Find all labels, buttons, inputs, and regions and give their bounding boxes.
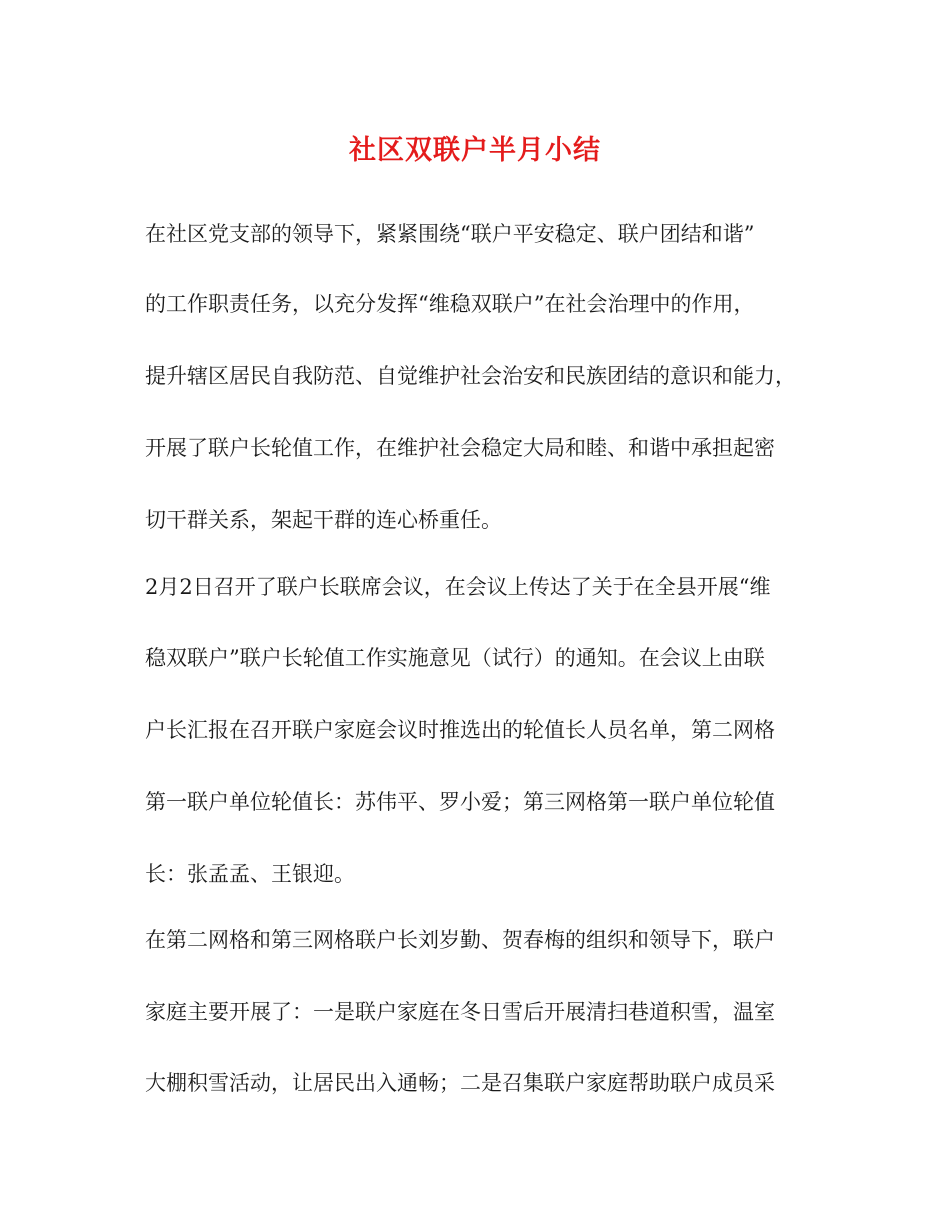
paragraph-2-line-1: 2月2日召开了联户长联席会议，在会议上传达了关于在全县开展“维: [145, 575, 771, 599]
paragraph-2-line-2: 稳双联户”联户长轮值工作实施意见（试行）的通知。在会议上由联: [145, 646, 765, 670]
paragraph-1-line-1: 在社区党支部的领导下，紧紧围绕“联户平安稳定、联户团结和谐”: [145, 222, 755, 246]
document-title: 社区双联户半月小结: [349, 135, 601, 166]
paragraph-1-line-3: 提升辖区居民自我防范、自觉维护社会治安和民族团结的意识和能力，: [145, 364, 796, 388]
paragraph-1-line-5: 切干群关系，架起干群的连心桥重任。: [145, 508, 502, 532]
paragraph-3-line-1: 在第二网格和第三网格联户长刘岁勤、贺春梅的组织和领导下，联户: [145, 928, 775, 952]
paragraph-3-line-3: 大棚积雪活动，让居民出入通畅；二是召集联户家庭帮助联户成员采: [145, 1071, 775, 1095]
paragraph-2-line-3: 户长汇报在召开联户家庭会议时推选出的轮值长人员名单，第二网格: [145, 718, 775, 742]
paragraph-1-line-4: 开展了联户长轮值工作，在维护社会稳定大局和睦、和谐中承担起密: [145, 436, 775, 460]
paragraph-2-line-5: 长：张孟孟、王银迎。: [145, 862, 355, 886]
paragraph-3-line-2: 家庭主要开展了：一是联户家庭在冬日雪后开展清扫巷道积雪，温室: [145, 1000, 775, 1024]
paragraph-1-line-2: 的工作职责任务，以充分发挥“维稳双联户”在社会治理中的作用，: [145, 292, 755, 316]
paragraph-2-line-4: 第一联户单位轮值长：苏伟平、罗小爱；第三网格第一联户单位轮值: [145, 790, 775, 814]
